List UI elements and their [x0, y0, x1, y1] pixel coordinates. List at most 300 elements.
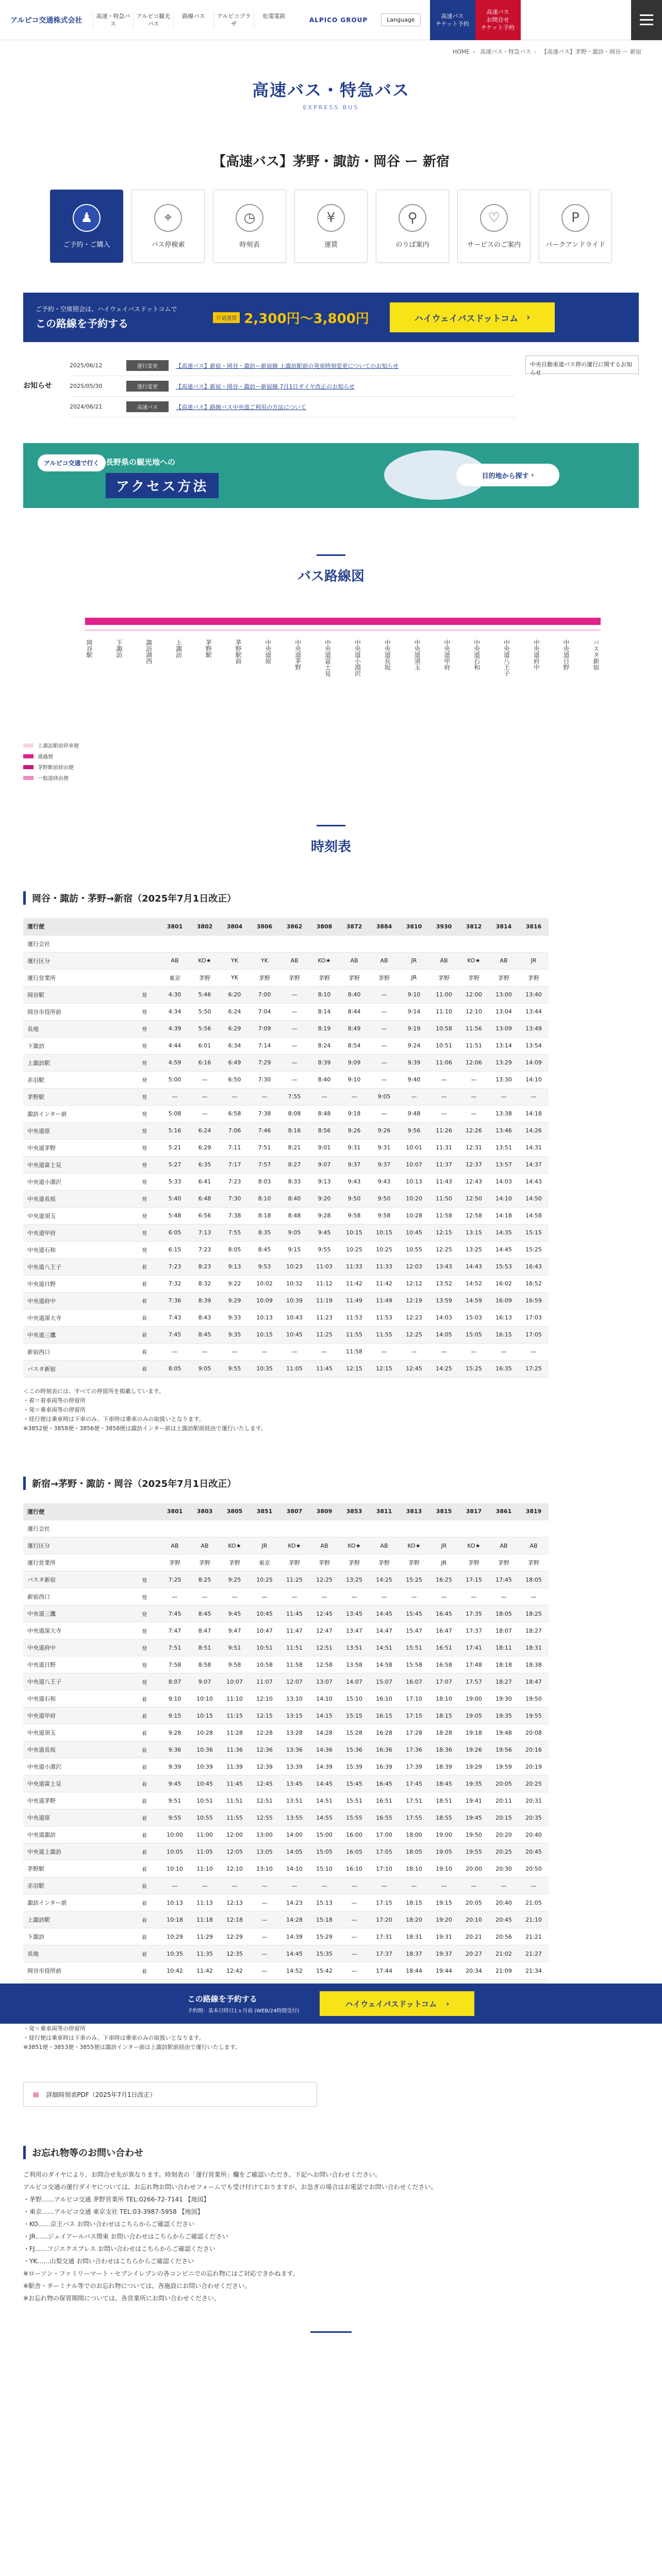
time-cell: 11:55	[369, 1326, 399, 1343]
arr-dep: 発	[129, 1054, 160, 1071]
arr-dep: 発	[129, 1224, 160, 1241]
time-cell: —	[220, 1088, 250, 1105]
time-cell: 19:50	[459, 1826, 489, 1843]
time-cell: AB	[339, 952, 369, 969]
lost-line: ※お忘れ物の保管期間については、各営業所にお問い合わせください。	[23, 2295, 220, 2302]
table-row	[23, 1571, 549, 1588]
time-cell: 12:51	[309, 1639, 339, 1656]
time-cell: 6:20	[220, 986, 250, 1003]
time-cell: 11:05	[279, 1360, 309, 1377]
breadcrumb-express[interactable]: 高速バス・特急バス	[480, 48, 532, 55]
fare-label: 片道運賃	[213, 312, 240, 323]
time-cell: 11:31	[429, 1139, 459, 1156]
route-line	[85, 618, 601, 625]
time-cell: 9:37	[369, 1156, 399, 1173]
time-cell: 17:07	[429, 1673, 459, 1690]
lost-line: ・KO……京王バス お問い合わせはこちらからご確認ください	[23, 2221, 195, 2228]
time-cell: 8:54	[339, 1037, 369, 1054]
time-cell: 12:45	[250, 1775, 279, 1792]
notice-date: 2025/06/12	[70, 362, 103, 369]
route-stop[interactable]: 下諏訪	[115, 639, 123, 658]
arrow-right-icon: ›	[446, 1999, 450, 2008]
time-cell: 5:48	[160, 1207, 190, 1224]
table-row	[23, 1605, 549, 1622]
legend-swatch	[23, 776, 34, 780]
time-cell: 10:28	[190, 1724, 220, 1741]
time-cell: 15:15	[519, 1224, 549, 1241]
time-cell: 11:58	[339, 1343, 369, 1360]
time-cell: 12:43	[459, 1173, 489, 1190]
hamburger-menu-icon[interactable]	[631, 0, 662, 40]
time-cell: 9:13	[220, 1258, 250, 1275]
time-cell: 19:44	[429, 1962, 459, 1979]
time-cell: 9:47	[220, 1622, 250, 1639]
notice-link[interactable]: 【高速バス】新宿・岡谷・諏訪ー新宿線 上諏訪駅前の発車時刻変更についてのお知らせ	[176, 362, 399, 369]
time-cell: 14:43	[459, 1258, 489, 1275]
time-cell: 15:29	[309, 1928, 339, 1945]
route-stop[interactable]: 中央道長坂	[384, 639, 391, 670]
stop-name: 運行区分	[23, 952, 129, 969]
route-stop[interactable]: 茅野駅	[205, 639, 212, 658]
notice-link[interactable]: 【高速バス】路線バス中央道ご利用の方法について	[176, 403, 306, 411]
contact-line: チケット予約	[481, 24, 515, 31]
time-cell: 10:25	[339, 1241, 369, 1258]
stop-name: 中央道石和	[23, 1241, 129, 1258]
time-cell: AB	[369, 1537, 399, 1554]
time-cell: 10:35	[160, 1945, 190, 1962]
time-cell: 7:29	[250, 1054, 279, 1071]
time-cell: —	[369, 1054, 399, 1071]
time-cell: 東京	[250, 1554, 279, 1571]
time-cell: 8:45	[190, 1605, 220, 1622]
time-cell: 8:21	[279, 1139, 309, 1156]
time-cell: 4:30	[160, 986, 190, 1003]
time-cell: —	[160, 1877, 190, 1894]
time-cell: 12:15	[339, 1360, 369, 1377]
time-cell: 12:36	[250, 1741, 279, 1758]
stop-name: 赤羽駅	[23, 1071, 129, 1088]
time-cell: —	[190, 1588, 220, 1605]
time-cell: 16:10	[339, 1860, 369, 1877]
time-cell: 10:02	[250, 1275, 279, 1292]
time-cell: 20:19	[519, 1758, 549, 1775]
time-cell: 7:51	[250, 1139, 279, 1156]
notice-tag: 高速バス	[126, 401, 169, 412]
time-cell: JR	[399, 952, 429, 969]
time-cell: 11:37	[429, 1156, 459, 1173]
time-cell: 18:05	[399, 1843, 429, 1860]
arr-dep: 着	[129, 1792, 160, 1809]
table-row	[23, 1724, 549, 1741]
time-cell: 茅野	[489, 969, 519, 986]
time-cell: 東京	[160, 969, 190, 986]
time-cell: 8:39	[190, 1292, 220, 1309]
time-cell: 9:10	[160, 1690, 190, 1707]
time-cell: 16:45	[429, 1605, 459, 1622]
time-cell: 14:39	[279, 1928, 309, 1945]
route-stop[interactable]: 中央道八王子	[503, 639, 510, 676]
time-cell: 10:13	[250, 1309, 279, 1326]
time-cell: 20:20	[489, 1826, 519, 1843]
nav-item[interactable]: 路線バス	[173, 12, 213, 28]
time-cell: 17:37	[459, 1622, 489, 1639]
time-cell	[279, 935, 309, 952]
time-cell: 9:26	[339, 1122, 369, 1139]
time-cell: 15:58	[399, 1656, 429, 1673]
time-cell: 14:07	[339, 1673, 369, 1690]
contact-line: お問合せ	[486, 16, 509, 23]
arr-dep: 着	[129, 1775, 160, 1792]
time-cell: 14:26	[519, 1122, 549, 1139]
route-stop[interactable]: 茅野駅前	[235, 639, 242, 664]
arr-dep: 発	[129, 1122, 160, 1139]
time-cell: 11:25	[309, 1326, 339, 1343]
time-cell: —	[429, 1343, 459, 1360]
site-logo[interactable]: アルピコ交通株式会社	[10, 16, 82, 25]
time-cell: 7:47	[160, 1622, 190, 1639]
time-cell: —	[190, 1071, 220, 1088]
time-cell: 7:38	[220, 1207, 250, 1224]
route-stop[interactable]: 中央道甲府	[443, 639, 451, 670]
time-cell: 5:27	[160, 1156, 190, 1173]
time-cell: 14:45	[309, 1775, 339, 1792]
time-cell: 8:10	[250, 1190, 279, 1207]
time-cell: —	[190, 1088, 220, 1105]
time-cell: 15:42	[309, 1962, 339, 1979]
time-cell	[429, 1520, 459, 1537]
table-row	[23, 1156, 549, 1173]
nav-item[interactable]: アルピコ観光バス	[133, 12, 173, 28]
time-cell: AB	[190, 1537, 220, 1554]
time-cell: 15:53	[489, 1258, 519, 1275]
time-cell: 8:45	[190, 1326, 220, 1343]
table-row	[23, 1054, 549, 1071]
time-cell	[519, 935, 549, 952]
time-cell: 11:50	[429, 1190, 459, 1207]
arr-dep	[129, 935, 160, 952]
notice-link[interactable]: 【高速バス】新宿・岡谷・諏訪ー新宿線 7月1日ダイヤ改正のお知らせ	[176, 383, 355, 390]
bus-number: 3816	[519, 918, 549, 935]
stop-name: バスタ新宿	[23, 1571, 129, 1588]
stop-name: 中央道日野	[23, 1275, 129, 1292]
sticky-highway-button[interactable]	[320, 1991, 474, 2016]
alpico-group-logo[interactable]: ALPICO GROUP	[309, 16, 368, 24]
arr-dep: 発	[129, 1605, 160, 1622]
table-row	[23, 1241, 549, 1258]
time-cell: 7:06	[220, 1122, 250, 1139]
time-cell: —	[489, 1088, 519, 1105]
time-cell: 10:39	[190, 1758, 220, 1775]
table-row	[23, 1962, 549, 1979]
arr-dep: 着	[129, 1826, 160, 1843]
sticky-line1: この路線を予約する	[187, 1994, 257, 2004]
time-cell: 17:36	[399, 1741, 429, 1758]
time-cell: —	[190, 1343, 220, 1360]
time-cell: 15:00	[309, 1826, 339, 1843]
time-cell: —	[369, 986, 399, 1003]
time-cell: 15:05	[459, 1326, 489, 1343]
time-cell: 15:10	[339, 1690, 369, 1707]
stop-name: 中央道小淵沢	[23, 1173, 129, 1190]
time-cell: 4:44	[160, 1037, 190, 1054]
time-cell: —	[399, 1588, 429, 1605]
arr-dep: 発	[129, 1588, 160, 1605]
time-cell: 19:45	[459, 1809, 489, 1826]
time-cell: 4:59	[160, 1054, 190, 1071]
route-stop[interactable]: 中央道須玉	[413, 639, 421, 670]
stop-name: 運行会社	[23, 935, 129, 952]
route-stop[interactable]: 岡谷駅	[86, 639, 93, 658]
time-cell: 11:23	[309, 1309, 339, 1326]
time-cell: 12:31	[459, 1139, 489, 1156]
time-cell: —	[459, 1071, 489, 1088]
time-cell: 12:45	[399, 1360, 429, 1377]
route-stop[interactable]: 中央道小淵沢	[354, 639, 361, 676]
note-line: ＜この時刻表には、すべての停留所を掲載しています。	[23, 1387, 164, 1395]
time-cell: 21:05	[519, 1894, 549, 1911]
highway-bus-button[interactable]	[390, 302, 555, 332]
route-stop[interactable]: バスタ新宿	[592, 639, 600, 670]
arr-dep: 発	[129, 1156, 160, 1173]
stop-name: 中央道石和	[23, 1690, 129, 1707]
table-row	[23, 1860, 549, 1877]
time-cell: 11:55	[339, 1326, 369, 1343]
time-cell: 8:51	[190, 1639, 220, 1656]
arr-dep	[129, 1537, 160, 1554]
nav-card-3[interactable]	[294, 190, 368, 263]
time-cell	[220, 1520, 250, 1537]
time-cell: 7:58	[160, 1656, 190, 1673]
language-select[interactable]: Language	[381, 13, 420, 26]
table-row	[23, 1554, 549, 1571]
time-cell: 19:55	[519, 1707, 549, 1724]
time-cell: 20:45	[519, 1843, 549, 1860]
time-cell: 10:25	[369, 1241, 399, 1258]
table-row	[23, 1588, 549, 1605]
time-cell: JR	[429, 1554, 459, 1571]
time-cell: 6:49	[220, 1054, 250, 1071]
time-cell: —	[309, 1088, 339, 1105]
arr-dep: 発	[129, 986, 160, 1003]
time-cell: —	[279, 1877, 309, 1894]
time-cell	[489, 1520, 519, 1537]
time-cell: 5:33	[160, 1173, 190, 1190]
time-cell: 7:11	[220, 1139, 250, 1156]
route-stop[interactable]: 中央道府中	[533, 639, 540, 670]
route-stop[interactable]: 諏訪湖西	[145, 639, 153, 664]
time-cell: 14:51	[309, 1792, 339, 1809]
nav-card-4[interactable]	[376, 190, 449, 263]
table-row	[23, 1826, 549, 1843]
time-cell: 16:45	[369, 1775, 399, 1792]
time-cell: 16:51	[369, 1792, 399, 1809]
time-cell: 13:25	[459, 1241, 489, 1258]
time-cell: 19:35	[459, 1775, 489, 1792]
route-stop[interactable]: 中央道石和	[473, 639, 481, 670]
time-cell: 9:51	[220, 1639, 250, 1656]
time-cell: 13:14	[489, 1037, 519, 1054]
time-cell: 11:58	[279, 1656, 309, 1673]
time-cell: 12:25	[429, 1241, 459, 1258]
nav-item[interactable]: 松電電鉄	[254, 12, 294, 28]
time-cell: 8:43	[190, 1309, 220, 1326]
timetable-header-row	[23, 1503, 549, 1520]
time-cell: 10:45	[190, 1775, 220, 1792]
route-map-title: バス路線図	[0, 566, 662, 585]
arr-dep: 着	[129, 1690, 160, 1707]
route-stop[interactable]: 中央道富士見	[324, 639, 332, 676]
time-cell: 9:43	[339, 1173, 369, 1190]
time-cell: 14:52	[279, 1962, 309, 1979]
time-cell: KO★	[399, 1537, 429, 1554]
nav-card-1[interactable]	[131, 190, 205, 263]
time-cell: 10:25	[250, 1571, 279, 1588]
page-title-block	[0, 77, 662, 111]
access-banner[interactable]	[23, 443, 639, 508]
time-cell: —	[459, 1877, 489, 1894]
time-cell: 12:39	[250, 1758, 279, 1775]
highway-bus-label: ハイウェイバスドットコム	[414, 313, 519, 324]
time-cell	[489, 935, 519, 952]
bus-number: 3808	[309, 918, 339, 935]
note-line: ・発＝乗車両等の停留所	[23, 2025, 86, 2032]
time-cell: —	[279, 986, 309, 1003]
time-cell: 11:53	[339, 1309, 369, 1326]
time-cell: 17:15	[369, 1894, 399, 1911]
time-cell: 13:45	[339, 1605, 369, 1622]
time-cell: 13:15	[279, 1707, 309, 1724]
time-cell: —	[519, 1588, 549, 1605]
route-stop[interactable]: 中央道茅野	[294, 639, 302, 670]
time-cell: 8:03	[250, 1173, 279, 1190]
time-cell: 11:33	[339, 1258, 369, 1275]
time-cell: 8:05	[220, 1241, 250, 1258]
time-cell: 9:13	[309, 1173, 339, 1190]
table-row	[23, 1843, 549, 1860]
global-nav	[93, 12, 294, 28]
route-stop[interactable]: 上諏訪	[175, 639, 183, 658]
table-row	[23, 1020, 549, 1037]
arr-dep: 発	[129, 1622, 160, 1639]
time-cell: 20:50	[519, 1860, 549, 1877]
table-row	[23, 1622, 549, 1639]
time-cell: 8:40	[279, 1190, 309, 1207]
sticky-line2: 予約開：基本日時日1ヵ月前 (WEB/24時間受付)	[187, 2008, 300, 2014]
access-search-button[interactable]: 目的地から探す ›	[456, 464, 559, 486]
time-cell: 11:13	[190, 1894, 220, 1911]
time-cell: —	[489, 1588, 519, 1605]
nav-card-2[interactable]	[213, 190, 286, 263]
time-cell: 9:45	[220, 1605, 250, 1622]
time-cell: 13:04	[489, 1003, 519, 1020]
arr-dep: 着	[129, 1309, 160, 1326]
note-line: ・経行便は乗車時は下車のみ、下車時は乗車のみの取扱いとなります。	[23, 2035, 205, 2041]
time-cell: 9:40	[399, 1071, 429, 1088]
legend-swatch	[23, 754, 34, 758]
pdf-icon: ▤	[33, 2091, 39, 2098]
time-cell: 14:00	[279, 1826, 309, 1843]
time-cell: 9:14	[399, 1003, 429, 1020]
time-cell: 7:46	[250, 1122, 279, 1139]
time-cell: 10:39	[279, 1292, 309, 1309]
time-cell: 17:45	[399, 1775, 429, 1792]
nav-item[interactable]: 高速・特急バス	[93, 12, 133, 28]
time-cell: 茅野	[429, 969, 459, 986]
time-cell: 7:55	[220, 1224, 250, 1241]
stop-name: 長地	[23, 1945, 129, 1962]
bus-number: 3801	[160, 918, 190, 935]
time-cell: JR	[429, 1537, 459, 1554]
stop-name: 運行会社	[23, 1520, 129, 1537]
nav-card-5[interactable]	[457, 190, 531, 263]
time-cell: 13:51	[339, 1639, 369, 1656]
time-cell: —	[369, 1877, 399, 1894]
time-cell: 11:10	[220, 1690, 250, 1707]
bus-number: 3817	[459, 1503, 489, 1520]
nav-card-0[interactable]	[50, 190, 123, 263]
time-cell: 20:45	[489, 1911, 519, 1928]
time-cell: 8:58	[190, 1656, 220, 1673]
route-stop[interactable]: 中央道原	[264, 639, 272, 664]
time-cell	[519, 1520, 549, 1537]
time-cell: 8:32	[190, 1275, 220, 1292]
stop-name: 中央道上諏訪	[23, 1843, 129, 1860]
time-cell: —	[429, 1071, 459, 1088]
access-line1: 長野県の観光地への	[106, 457, 176, 467]
time-cell: 12:15	[250, 1707, 279, 1724]
time-cell: 10:10	[190, 1690, 220, 1707]
contact-button[interactable]	[475, 0, 521, 40]
arr-dep: 発	[129, 1241, 160, 1258]
breadcrumb-home[interactable]: HOME	[452, 48, 470, 55]
time-cell: —	[339, 1962, 369, 1979]
time-cell: 19:50	[519, 1690, 549, 1707]
time-cell: —	[369, 1037, 399, 1054]
notice-list	[70, 355, 515, 417]
nav-item[interactable]: アルピコプラザ	[213, 12, 254, 28]
stop-name: 運行営業所	[23, 1554, 129, 1571]
pdf-link[interactable]	[23, 2082, 317, 2107]
time-cell: AB	[369, 952, 399, 969]
table-row	[23, 1656, 549, 1673]
web-ticket-button[interactable]	[430, 0, 475, 40]
bus-number: 3811	[369, 1503, 399, 1520]
nav-card-6[interactable]	[539, 190, 612, 263]
time-cell: —	[519, 1877, 549, 1894]
table-row	[23, 1224, 549, 1241]
time-cell: 11:33	[369, 1258, 399, 1275]
time-cell: 7:45	[160, 1326, 190, 1343]
time-cell: 7:14	[250, 1037, 279, 1054]
time-cell: 9:18	[339, 1105, 369, 1122]
arr-dep	[129, 969, 160, 986]
time-cell: 20:05	[489, 1775, 519, 1792]
route-stop[interactable]: 中央道日野	[562, 639, 570, 670]
time-cell: —	[339, 1894, 369, 1911]
legend-swatch	[23, 743, 34, 748]
time-cell: 15:10	[309, 1860, 339, 1877]
time-cell: 10:55	[399, 1241, 429, 1258]
stop-name: 中央道日野	[23, 1656, 129, 1673]
notice-side-button[interactable]: 中央自動車道バス停の運行に関するお知らせ	[525, 355, 639, 374]
arr-dep: 発	[129, 1088, 160, 1105]
time-cell: 17:00	[369, 1826, 399, 1843]
time-cell: 12:51	[250, 1792, 279, 1809]
tt2-title: 新宿→茅野・諏訪・岡谷（2025年7月1日改正）	[23, 1477, 639, 1490]
arr-dep: 着	[129, 1275, 160, 1292]
route-title: 【高速バス】茅野・諏訪・岡谷 ー 新宿	[212, 154, 450, 170]
time-cell: 9:05	[369, 1088, 399, 1105]
